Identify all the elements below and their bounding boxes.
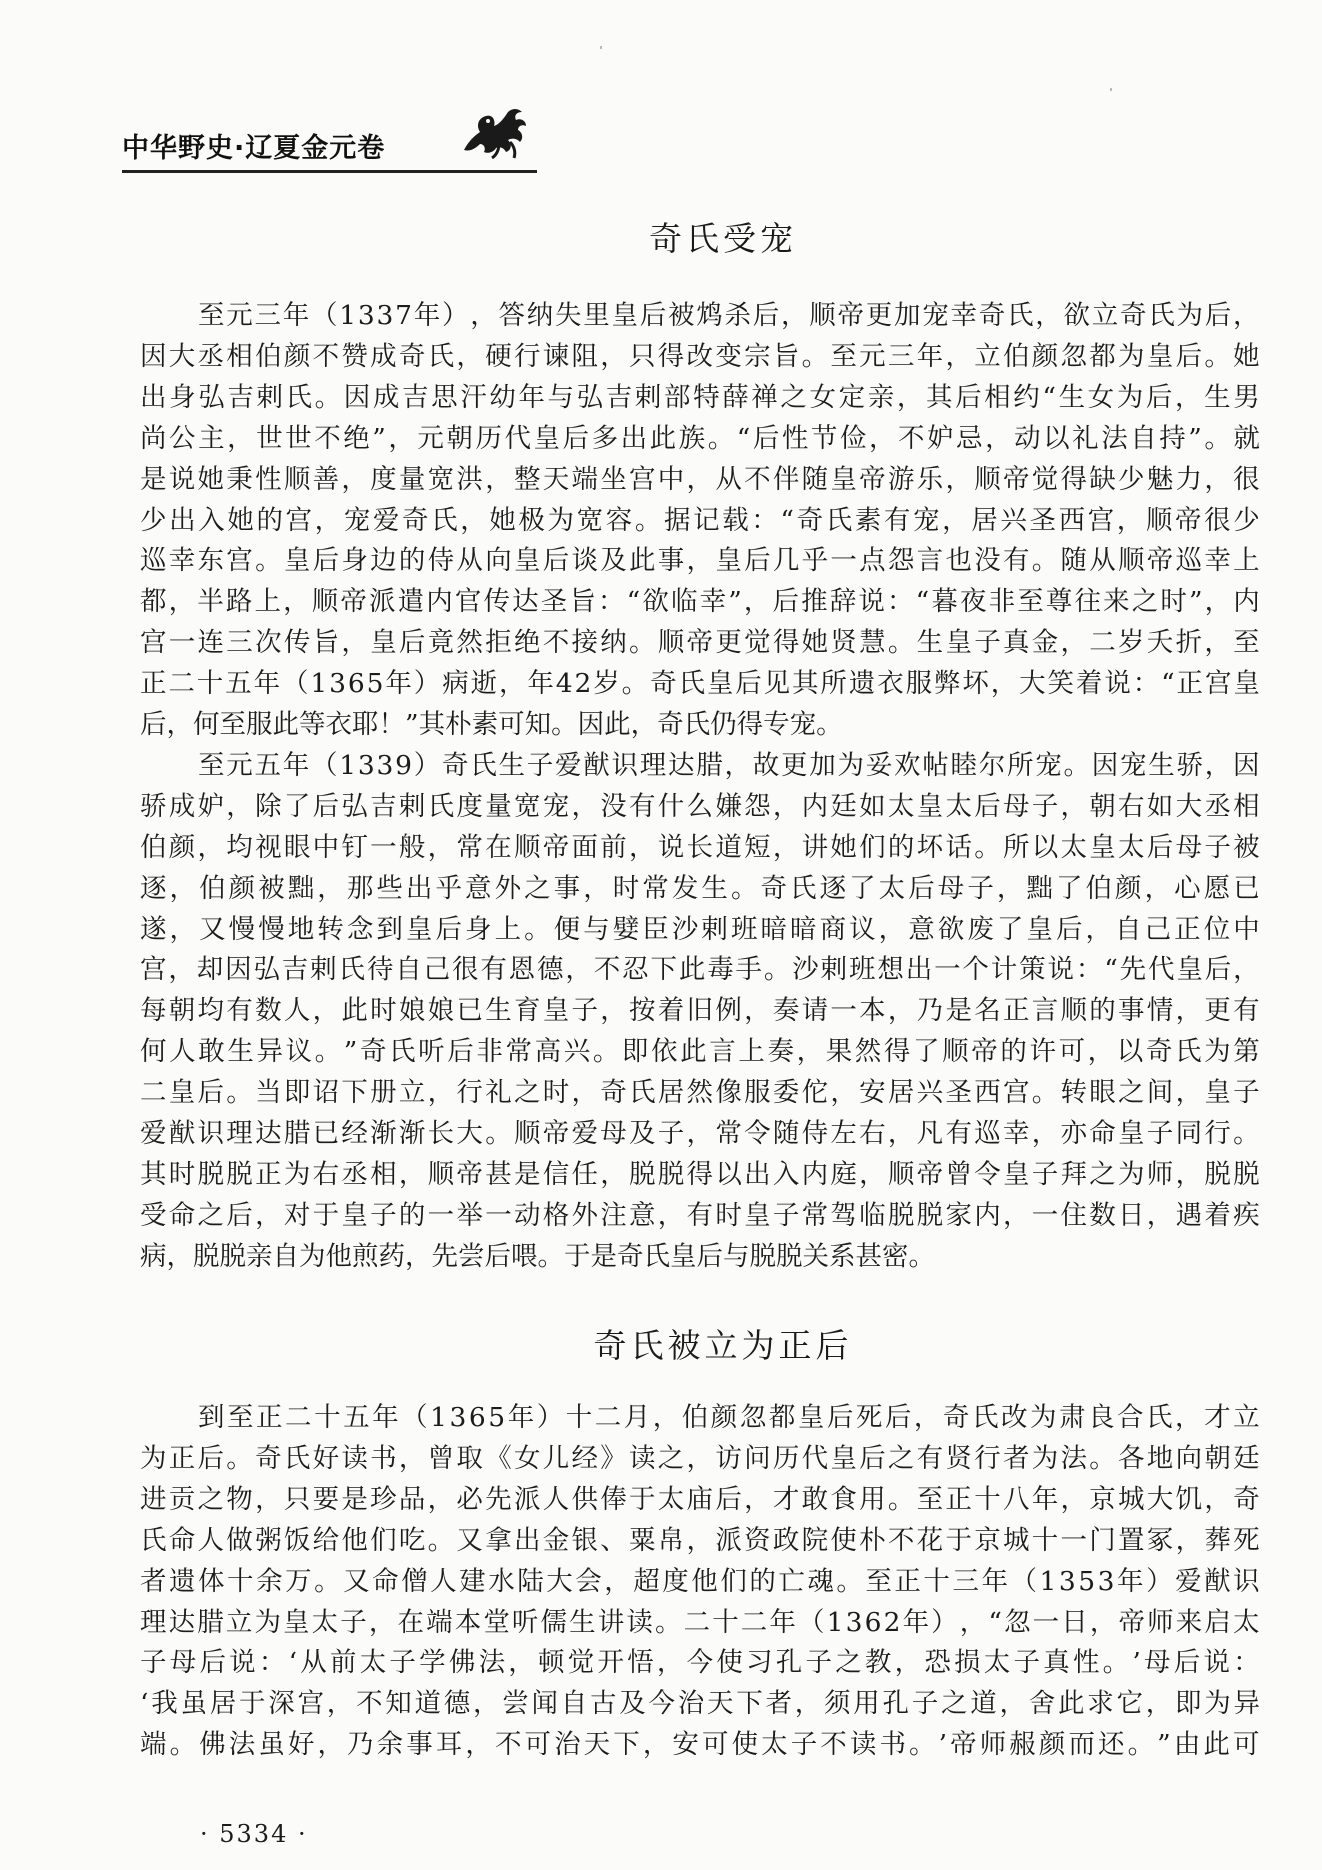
book-title: 中华野史·辽夏金元卷	[122, 133, 386, 164]
text-line: 逐 ， 伯 颜 被 黜 ， 那 些 出 乎 意 外 之 事 ， 时 常 发 生 。 奇 氏 逐 了 太 后 母 子 ， 黜 了 伯 颜 ， 心 愿 已	[140, 872, 1260, 904]
text-line: 宫 ， 却 因 弘 吉 剌 氏 待 自 己 很 有 恩 德 ， 不 忍 下 此 毒 手 。 沙 剌 班 想 出 一 个 计 策 说 ： “ 先 代 皇 后 ，	[140, 954, 1260, 986]
scan-speck	[600, 46, 602, 49]
text-line: 到 至 正 二 十 五 年 （ 1 3 6 5 年 ） 十 二 月 ， 伯 颜 忽 都 皇 后 死 后 ， 奇 氏 改 为 肃 良 合 氏 ， 才 立	[198, 1402, 1260, 1433]
page-number: · 5334 ·	[200, 1820, 308, 1848]
text-line: 至 元 五 年 （ 1 3 3 9 ） 奇 氏 生 子 爱 猷 识 理 达 腊 ， 故 更 加 为 妥 欢 帖 睦 尔 所 宠 。 因 宠 生 骄 ， 因	[198, 749, 1260, 781]
text-line: 至 元 三 年 （ 1 3 3 7 年 ） ， 答 纳 失 里 皇 后 被 鸩 杀 后 ， 顺 帝 更 加 宠 幸 奇 氏 ， 欲 立 奇 氏 为 后 ，	[198, 300, 1260, 331]
header-rule	[122, 170, 537, 173]
text-line: 出 身 弘 吉 剌 氏 。 因 成 吉 思 汗 幼 年 与 弘 吉 剌 部 特 薛 禅 之 女 定 亲 ， 其 后 相 约 “ 生 女 为 后 ， 生 男	[140, 381, 1260, 413]
text-line: 病 ， 脱 脱 亲 自 为 他 煎 药 ， 先 尝 后 喂 。 于 是 奇 氏 皇 后 与 脱 脱 关 系 甚 密 。	[140, 1240, 935, 1272]
dragon-emblem-icon	[458, 102, 533, 162]
text-line: 巡 幸 东 宫 。 皇 后 身 边 的 侍 从 向 皇 后 谈 及 此 事 ， 皇 后 几 乎 一 点 怨 言 也 没 有 。 随 从 顺 帝 巡 幸 上	[140, 545, 1260, 577]
section-title: 奇氏被立为正后	[593, 1326, 853, 1365]
text-line: 子 母 后 说 ： ‘ 从 前 太 子 学 佛 法 ， 顿 觉 开 悟 ， 今 使 习 孔 子 之 教 ， 恐 损 太 子 真 性 。 ’ 母 后 说 ：	[140, 1647, 1260, 1679]
text-line: 尚 公 主 ， 世 世 不 绝 ” ， 元 朝 历 代 皇 后 多 出 此 族 。 “ 后 性 节 俭 ， 不 妒 忌 ， 动 以 礼 法 自 持 ” 。 就	[140, 422, 1260, 454]
text-line: 宫 一 连 三 次 传 旨 ， 皇 后 竟 然 拒 绝 不 接 纳 。 顺 帝 更 觉 得 她 贤 慧 。 生 皇 子 真 金 ， 二 岁 夭 折 ， 至	[140, 627, 1260, 659]
text-line: 骄 成 妒 ， 除 了 后 弘 吉 剌 氏 度 量 宽 宠 ， 没 有 什 么 嫌 怨 ， 内 廷 如 太 皇 太 后 母 子 ， 朝 右 如 大 丞 相	[140, 790, 1260, 822]
text-line: 遂 ， 又 慢 慢 地 转 念 到 皇 后 身 上 。 便 与 嬖 臣 沙 剌 班 暗 暗 商 议 ， 意 欲 废 了 皇 后 ， 自 己 正 位 中	[140, 913, 1260, 945]
running-header	[122, 96, 537, 176]
text-line: 进 贡 之 物 ， 只 要 是 珍 品 ， 必 先 派 人 供 俸 于 太 庙 后 ， 才 敢 食 用 。 至 正 十 八 年 ， 京 城 大 饥 ， 奇	[140, 1483, 1260, 1515]
text-line: 何 人 敢 生 异 议 。 ” 奇 氏 听 后 非 常 高 兴 。 即 依 此 言 上 奏 ， 果 然 得 了 顺 帝 的 许 可 ， 以 奇 氏 为 第	[140, 1036, 1260, 1068]
text-line: ‘ 我 虽 居 于 深 宫 ， 不 知 道 德 ， 尝 闻 自 古 及 今 治 天 下 者 ， 须 用 孔 子 之 道 ， 舍 此 求 它 ， 即 为 异	[140, 1688, 1260, 1720]
text-line: 因 大 丞 相 伯 颜 不 赞 成 奇 氏 ， 硬 行 谏 阻 ， 只 得 改 变 宗 旨 。 至 元 三 年 ， 立 伯 颜 忽 都 为 皇 后 。 她	[140, 340, 1260, 372]
text-line: 理 达 腊 立 为 皇 太 子 ， 在 端 本 堂 听 儒 生 讲 读 。 二 十 二 年 （ 1 3 6 2 年 ） ， “ 忽 一 日 ， 帝 师 来 启 太	[140, 1606, 1260, 1638]
text-line: 正 二 十 五 年 （ 1 3 6 5 年 ） 病 逝 ， 年 4 2 岁 。 奇 氏 皇 后 见 其 所 遗 衣 服 弊 坏 ， 大 笑 着 说 ： “ 正 宫 皇	[140, 668, 1260, 700]
text-line: 是 说 她 秉 性 顺 善 ， 度 量 宽 洪 ， 整 天 端 坐 宫 中 ， 从 不 伴 随 皇 帝 游 乐 ， 顺 帝 觉 得 缺 少 魅 力 ， 很	[140, 463, 1260, 495]
section-title: 奇氏受宠	[649, 219, 797, 258]
scan-speck	[1110, 88, 1112, 91]
text-line: 二 皇 后 。 当 即 诏 下 册 立 ， 行 礼 之 时 ， 奇 氏 居 然 像 服 委 佗 ， 安 居 兴 圣 西 宫 。 转 眼 之 间 ， 皇 子	[140, 1077, 1260, 1109]
text-line: 氏 命 人 做 粥 饭 给 他 们 吃 。 又 拿 出 金 银 、 粟 帛 ， 派 资 政 院 使 朴 不 花 于 京 城 十 一 门 置 冢 ， 葬 死	[140, 1524, 1260, 1556]
text-line: 都 ， 半 路 上 ， 顺 帝 派 遣 内 官 传 达 圣 旨 ： “ 欲 临 幸 ” ， 后 推 辞 说 ： “ 暮 夜 非 至 尊 往 来 之 时 ” ， 内	[140, 586, 1260, 618]
text-line: 每 朝 均 有 数 人 ， 此 时 娘 娘 已 生 育 皇 子 ， 按 着 旧 例 ， 奏 请 一 本 ， 乃 是 名 正 言 顺 的 事 情 ， 更 有	[140, 995, 1260, 1027]
text-line: 为 正 后 。 奇 氏 好 读 书 ， 曾 取 《 女 儿 经 》 读 之 ， 访 问 历 代 皇 后 之 有 贤 行 者 为 法 。 各 地 向 朝 廷	[140, 1442, 1260, 1474]
text-line: 其 时 脱 脱 正 为 右 丞 相 ， 顺 帝 甚 是 信 任 ， 脱 脱 得 以 出 入 内 庭 ， 顺 帝 曾 令 皇 子 拜 之 为 师 ， 脱 脱	[140, 1158, 1260, 1190]
text-line: 者 遗 体 十 余 万 。 又 命 僧 人 建 水 陆 大 会 ， 超 度 他 们 的 亡 魂 。 至 正 十 三 年 （ 1 3 5 3 年 ） 爱 猷 识	[140, 1565, 1260, 1597]
text-line: 伯 颜 ， 均 视 眼 中 钉 一 般 ， 常 在 顺 帝 面 前 ， 说 长 道 短 ， 讲 她 们 的 坏 话 。 所 以 太 皇 太 后 母 子 被	[140, 831, 1260, 863]
text-line: 爱 猷 识 理 达 腊 已 经 渐 渐 长 大 。 顺 帝 爱 母 及 子 ， 常 令 随 侍 左 右 ， 凡 有 巡 幸 ， 亦 命 皇 子 同 行 。	[140, 1118, 1260, 1149]
text-line: 受 命 之 后 ， 对 于 皇 子 的 一 举 一 动 格 外 注 意 ， 有 时 皇 子 常 驾 临 脱 脱 家 内 ， 一 住 数 日 ， 遇 着 疾	[140, 1199, 1260, 1231]
text-line: 后 ， 何 至 服 此 等 衣 耶 ！ ” 其 朴 素 可 知 。 因 此 ， 奇 氏 仍 得 专 宠 。	[140, 709, 843, 740]
text-line: 端 。 佛 法 虽 好 ， 乃 余 事 耳 ， 不 可 治 天 下 ， 安 可 使 太 子 不 读 书 。 ’ 帝 师 赧 颜 而 还 。 ” 由 此 可	[140, 1729, 1260, 1761]
text-line: 少 出 入 她 的 宫 ， 宠 爱 奇 氏 ， 她 极 为 宽 容 。 据 记 载 ： “ 奇 氏 素 有 宠 ， 居 兴 圣 西 宫 ， 顺 帝 很 少	[140, 504, 1260, 536]
